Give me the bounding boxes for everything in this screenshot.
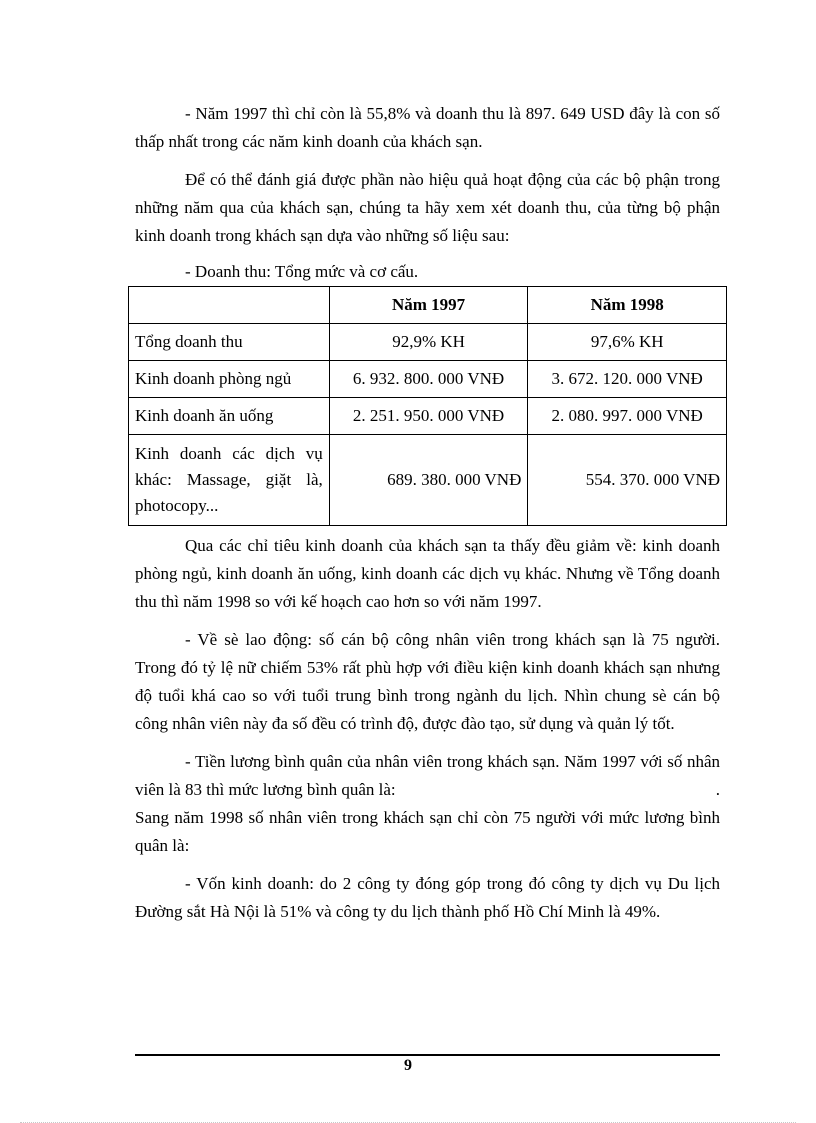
revenue-table bbox=[128, 286, 727, 526]
paragraph-salary-1998: Sang năm 1998 số nhân viên trong khách sạn chỉ còn 75 người với mức lương bình quân là: bbox=[135, 808, 720, 855]
paragraph-salary-1997 bbox=[135, 748, 720, 804]
body-text bbox=[135, 100, 720, 286]
table-cell-label: Kinh doanh phòng ngủ bbox=[129, 361, 330, 398]
table-cell-value: 3. 672. 120. 000 VNĐ bbox=[528, 361, 727, 398]
table-row bbox=[129, 324, 727, 361]
table-header-cell bbox=[129, 287, 330, 324]
table-header-cell: Năm 1997 bbox=[329, 287, 528, 324]
table-cell-value: 554. 370. 000 VNĐ bbox=[528, 435, 727, 526]
table-row bbox=[129, 361, 727, 398]
paragraph-capital: - Vốn kinh doanh: do 2 công ty đóng góp trong đó công ty dịch vụ Du lịch Đường sắt Hà Nội là 51% và công ty du lịch thành phố Hồ Chí Minh là 49%. bbox=[135, 874, 720, 921]
table-cell-value: 92,9% KH bbox=[329, 324, 528, 361]
paragraph-labor: - Về sè lao động: số cán bộ công nhân viên trong khách sạn là 75 người. Trong đó tỷ lệ nữ chiếm 53% rất phù hợp với điều kiện kinh doanh khách sạn nhưng độ tuổi khá cao so với tuổi trung bình trong ngành du lịch. Nhìn chung sè cán bộ công nhân viên này đa số đều có trình độ, được đào tạo, sử dụng và quản lý tốt. bbox=[135, 630, 720, 733]
table-row bbox=[129, 398, 727, 435]
paragraph-intro-table: Để có thể đánh giá được phần nào hiệu quả hoạt động của các bộ phận trong những năm qua của khách sạn, chúng ta hãy xem xét doanh thu, của từng bộ phận kinh doanh trong khách sạn dựa vào những số liệu sau: bbox=[135, 170, 720, 245]
table-row bbox=[129, 435, 727, 526]
table-cell-value: 689. 380. 000 VNĐ bbox=[329, 435, 528, 526]
page-number: 9 bbox=[404, 1057, 412, 1074]
trailing-dot: . bbox=[715, 780, 720, 799]
table-header-cell: Năm 1998 bbox=[528, 287, 727, 324]
table-cell-value: 6. 932. 800. 000 VNĐ bbox=[329, 361, 528, 398]
table-cell-label: Kinh doanh ăn uống bbox=[129, 398, 330, 435]
table-cell-label: Tổng doanh thu bbox=[129, 324, 330, 361]
table-cell-value: 2. 080. 997. 000 VNĐ bbox=[528, 398, 727, 435]
salary-1997-text: - Tiền lương bình quân của nhân viên trong khách sạn. Năm 1997 với số nhân viên là 83 thì mức lương bình quân là: bbox=[135, 752, 720, 799]
paragraph-table-caption: - Doanh thu: Tổng mức và cơ cấu. bbox=[185, 262, 419, 281]
table-cell-value: 97,6% KH bbox=[528, 324, 727, 361]
table-cell-label-text: Kinh doanh các dịch vụ khác: Massage, giặt là, photocopy... bbox=[135, 444, 323, 515]
table-header-row bbox=[129, 287, 727, 324]
table-cell-value: 2. 251. 950. 000 VNĐ bbox=[329, 398, 528, 435]
footer-rule bbox=[135, 1054, 720, 1056]
table-cell-label bbox=[129, 435, 330, 526]
body-text-continued bbox=[135, 532, 720, 926]
paragraph-occupancy-1997: - Năm 1997 thì chỉ còn là 55,8% và doanh thu là 897. 649 USD đây là con số thấp nhất trong các năm kinh doanh của khách sạn. bbox=[135, 104, 720, 151]
paragraph-analysis: Qua các chỉ tiêu kinh doanh của khách sạn ta thấy đều giảm về: kinh doanh phòng ngủ, kinh doanh ăn uống, kinh doanh các dịch vụ khác. Nhưng về Tổng doanh thu thì năm 1998 so với kế hoạch cao hơn so với năm 1997. bbox=[135, 536, 720, 611]
